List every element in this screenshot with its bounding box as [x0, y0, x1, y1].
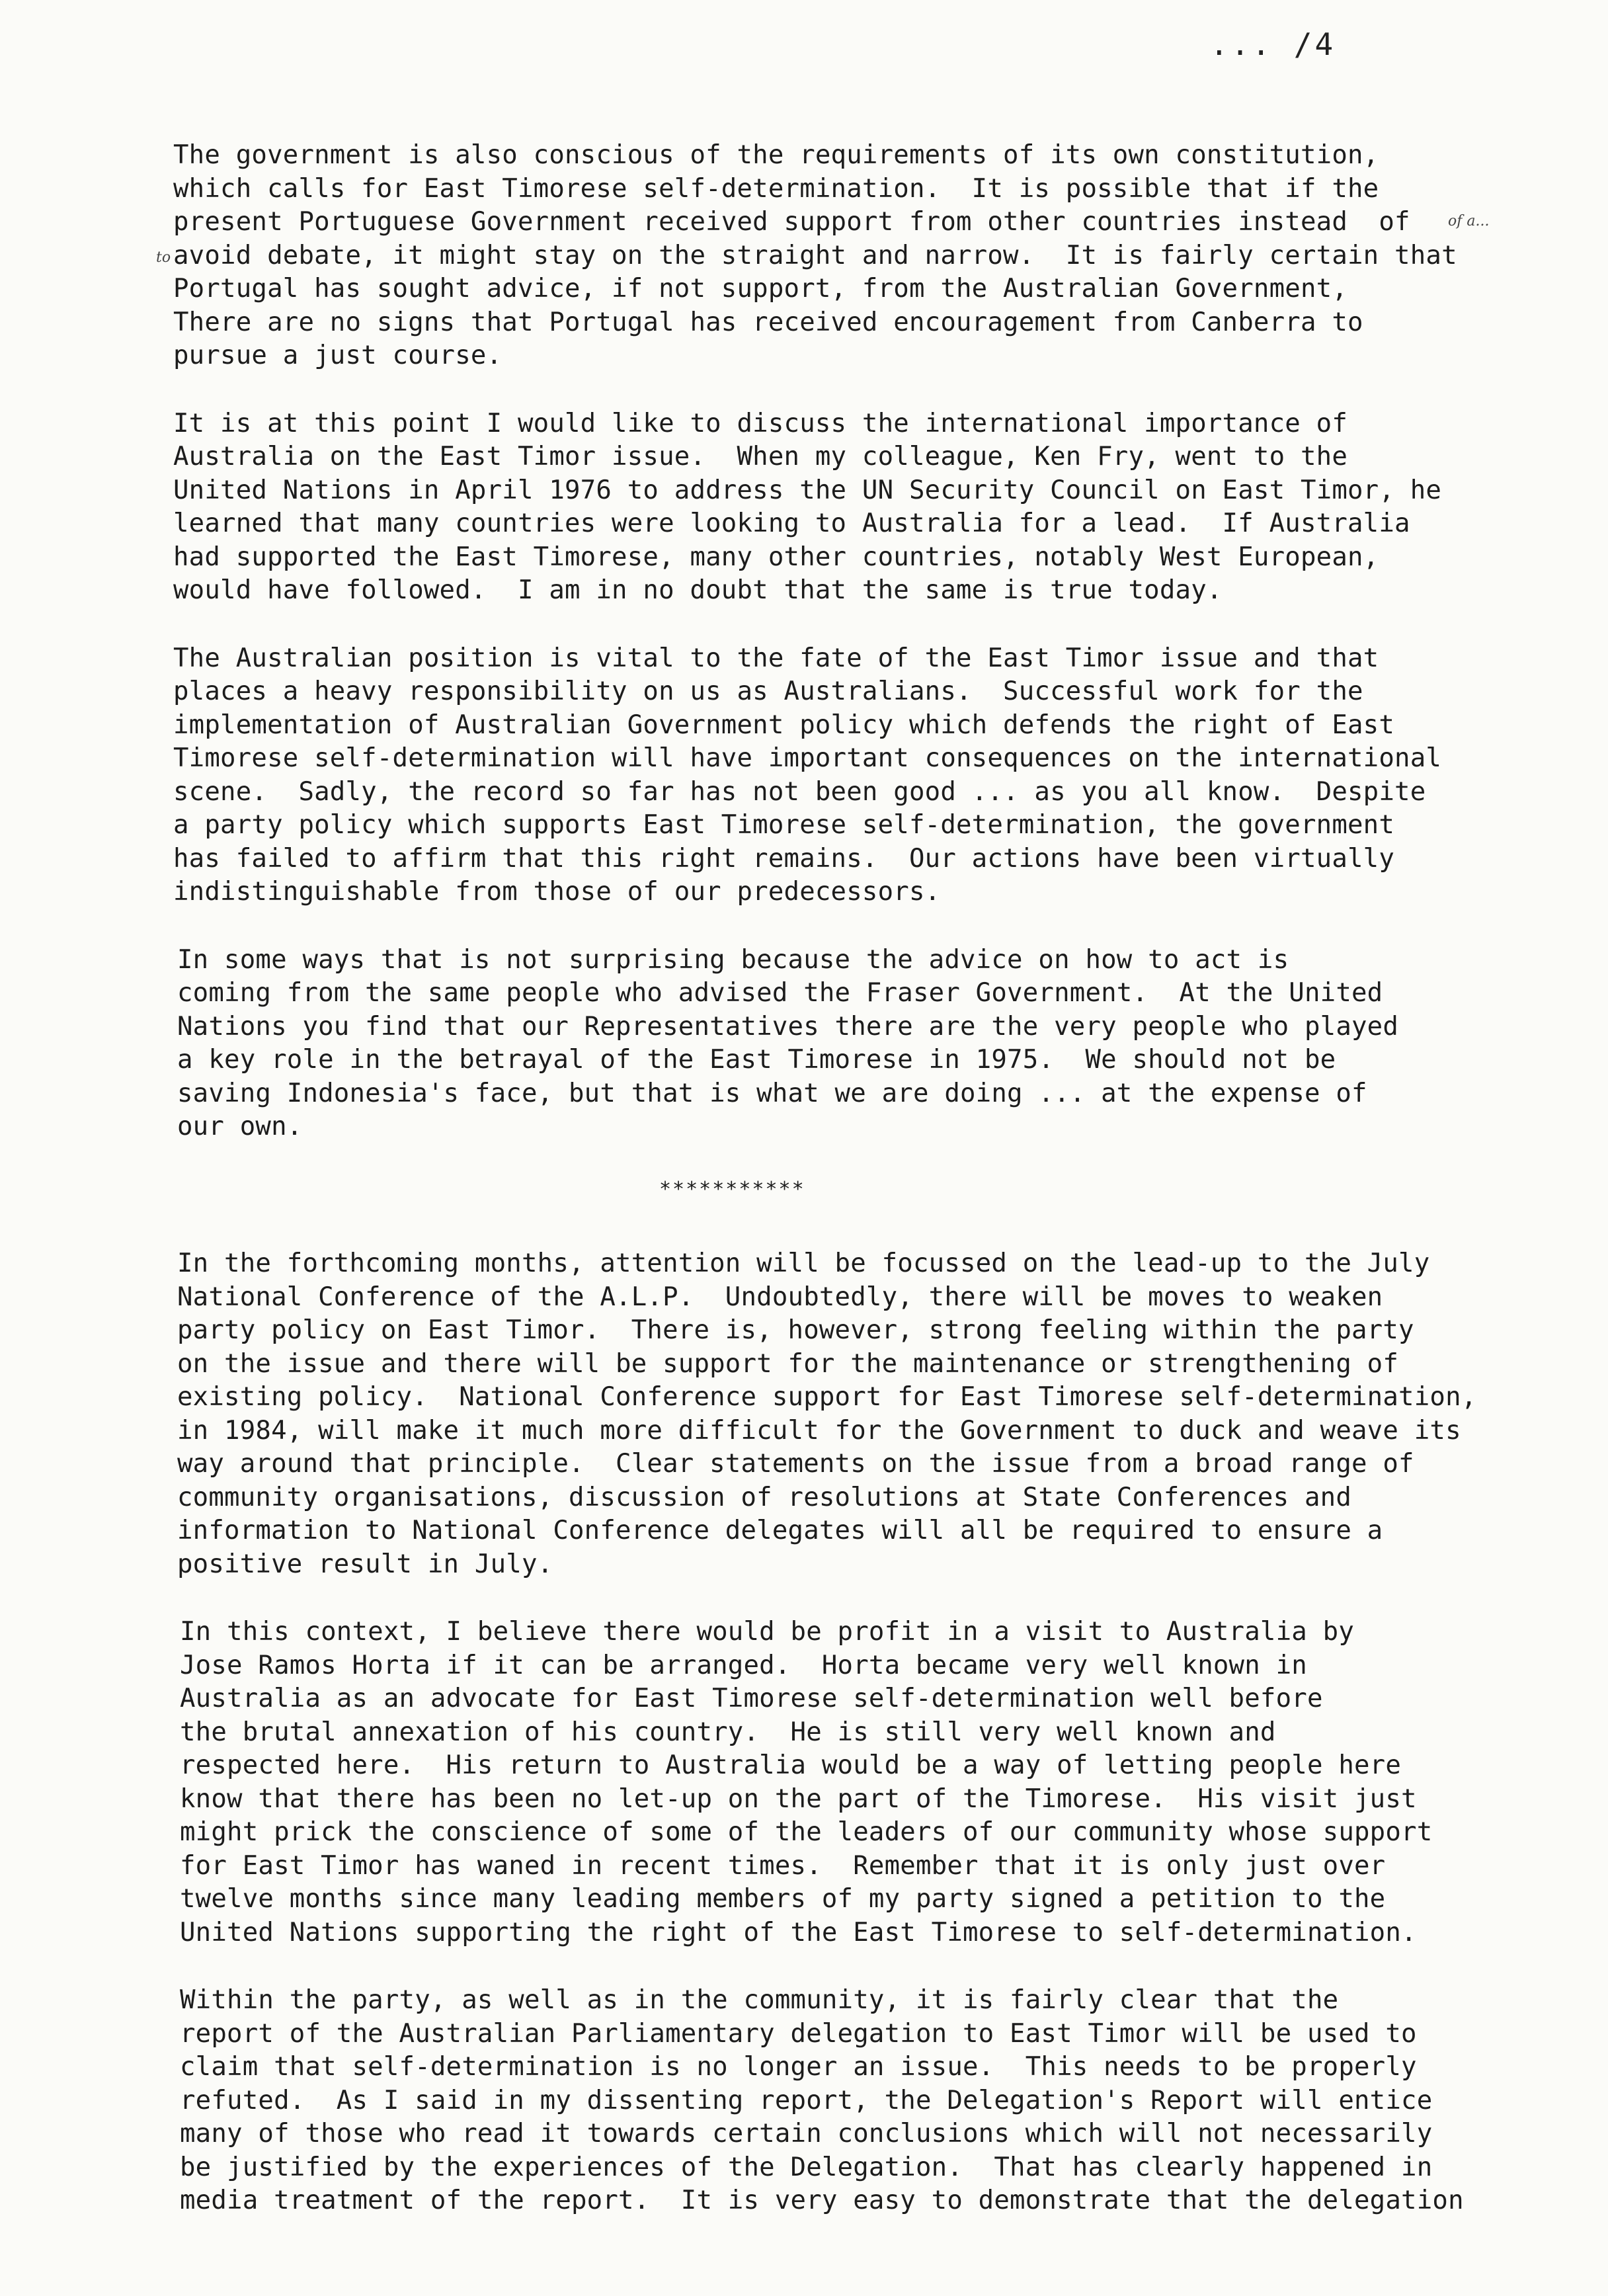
text-line: Nations you find that our Representatives there are the very people who played — [177, 1011, 1399, 1042]
text-line: The government is also conscious of the requirements of its own constitution, — [173, 140, 1379, 170]
text-line: In the forthcoming months, attention will be focussed on the lead-up to the July — [177, 1249, 1430, 1278]
page-number: ... /4 — [1210, 26, 1336, 62]
text-line: National Conference of the A.L.P. Undoubtedly, there will be moves to weaken — [177, 1282, 1383, 1312]
text-line: It is at this point I would like to discuss the international importance of — [173, 408, 1347, 438]
paragraph-4 — [173, 944, 1535, 1144]
text-line: The Australian position is vital to the fate of the East Timor issue and that — [173, 643, 1379, 673]
handwritten-note-left: to — [156, 249, 171, 266]
text-line: There are no signs that Portugal has received encouragement from Canberra to — [173, 307, 1363, 337]
section-separator: *********** — [659, 1177, 805, 1201]
paragraph-1 — [173, 139, 1535, 373]
text-line: present Portuguese Government received support from other countries instead of — [173, 207, 1410, 237]
text-line: many of those who read it towards certain conclusions which will not necessarily — [180, 2119, 1433, 2149]
text-line: party policy on East Timor. There is, however, strong feeling within the party — [177, 1315, 1414, 1345]
paragraph-6 — [173, 1616, 1535, 1949]
text-line: Australia as an advocate for East Timorese self-determination well before — [180, 1684, 1323, 1713]
text-line: Timorese self-determination will have important consequences on the international — [173, 743, 1442, 773]
text-line: indistinguishable from those of our predecessors. — [173, 877, 941, 907]
text-line: pursue a just course. — [173, 341, 502, 370]
text-line: be justified by the experiences of the Delegation. That has clearly happened in — [180, 2152, 1433, 2182]
paragraph-2 — [173, 407, 1535, 608]
text-line: avoid debate, it might stay on the straight and narrow. It is fairly certain that — [173, 240, 1457, 270]
paragraph-3 — [173, 642, 1535, 909]
paragraph-5 — [173, 1247, 1535, 1581]
text-line: places a heavy responsibility on us as Australians. Successful work for the — [173, 676, 1363, 706]
text-line: positive result in July. — [177, 1549, 553, 1579]
text-line: scene. Sadly, the record so far has not been good ... as you all know. Despite — [173, 776, 1426, 807]
text-line: saving Indonesia's face, but that is what we are doing ... at the expense of — [177, 1078, 1367, 1108]
text-line: might prick the conscience of some of the leaders of our community whose support — [180, 1817, 1433, 1847]
text-line: claim that self-determination is no longer an issue. This needs to be properly — [180, 2052, 1417, 2082]
text-line: which calls for East Timorese self-determination. It is possible that if the — [173, 173, 1379, 204]
text-line: coming from the same people who advised the Fraser Government. At the United — [177, 978, 1383, 1008]
paragraph-7 — [173, 1984, 1535, 2218]
text-line: Jose Ramos Horta if it can be arranged. Horta became very well known in — [180, 1650, 1307, 1680]
text-line: report of the Australian Parliamentary delegation to East Timor will be used to — [180, 2018, 1417, 2049]
text-line: know that there has been no let-up on the part of the Timorese. His visit just — [180, 1784, 1417, 1814]
text-line: twelve months since many leading members of my party signed a petition to the — [180, 1884, 1386, 1914]
text-line: community organisations, discussion of resolutions at State Conferences and — [177, 1482, 1351, 1512]
text-line: way around that principle. Clear statements on the issue from a broad range of — [177, 1449, 1414, 1479]
text-line: United Nations in April 1976 to address the UN Security Council on East Timor, he — [173, 475, 1442, 505]
text-line: in 1984, will make it much more difficult for the Government to duck and weave its — [177, 1415, 1461, 1446]
text-line: on the issue and there will be support for the maintenance or strengthening of — [177, 1348, 1399, 1379]
text-line: our own. — [177, 1112, 303, 1141]
text-line: United Nations supporting the right of the East Timorese to self-determination. — [180, 1917, 1417, 1948]
text-line: refuted. As I said in my dissenting report, the Delegation's Report will entice — [180, 2085, 1433, 2115]
text-line: the brutal annexation of his country. He is still very well known and — [180, 1717, 1276, 1747]
text-line: information to National Conference delegates will all be required to ensure a — [177, 1516, 1383, 1545]
text-line: respected here. His return to Australia would be a way of letting people here — [180, 1750, 1402, 1780]
text-line: In some ways that is not surprising because the advice on how to act is — [177, 944, 1289, 975]
text-line: implementation of Australian Government policy which defends the right of East — [173, 710, 1395, 740]
text-line: Portugal has sought advice, if not support, from the Australian Government, — [173, 274, 1347, 304]
text-line: media treatment of the report. It is very easy to demonstrate that the delegation — [180, 2186, 1464, 2215]
text-line: for East Timor has waned in recent times. Remember that it is only just over — [180, 1850, 1386, 1881]
handwritten-note-right: of a... — [1448, 213, 1490, 229]
text-line: would have followed. I am in no doubt that the same is true today. — [173, 575, 1223, 605]
text-line: had supported the East Timorese, many other countries, notably West European, — [173, 542, 1379, 572]
text-line: learned that many countries were looking to Australia for a lead. If Australia — [173, 509, 1410, 538]
document-body — [173, 139, 1535, 2252]
text-line: has failed to affirm that this right remains. Our actions have been virtually — [173, 843, 1395, 874]
text-line: a party policy which supports East Timorese self-determination, the government — [173, 810, 1395, 840]
text-line: a key role in the betrayal of the East Timorese in 1975. We should not be — [177, 1045, 1336, 1075]
text-line: In this context, I believe there would be profit in a visit to Australia by — [180, 1617, 1354, 1647]
text-line: existing policy. National Conference support for East Timorese self-determination, — [177, 1382, 1477, 1412]
text-line: Australia on the East Timor issue. When my colleague, Ken Fry, went to the — [173, 442, 1347, 472]
text-line: Within the party, as well as in the community, it is fairly clear that the — [180, 1985, 1339, 2015]
